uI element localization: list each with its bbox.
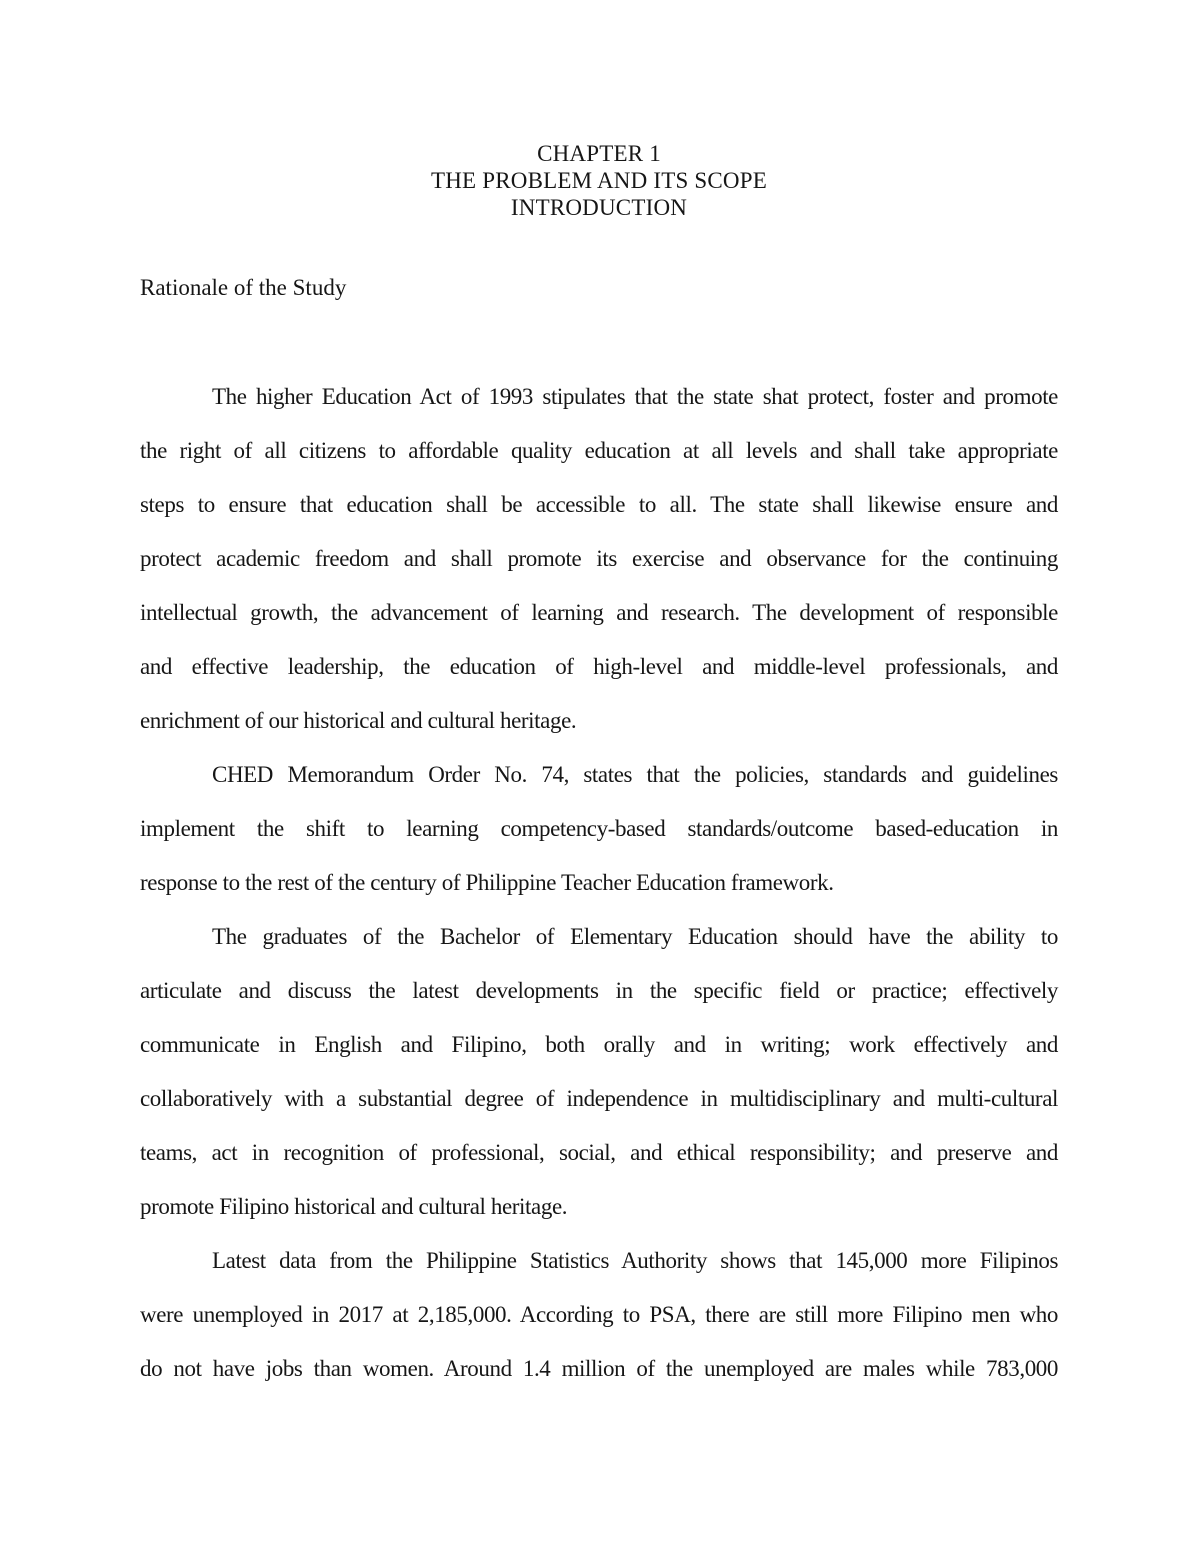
text-line: Latest data from the Philippine Statistics Authority shows that 145,000 more Filipinos (212, 1248, 1058, 1273)
text-line: were unemployed in 2017 at 2,185,000. According to PSA, there are still more Filipino men who (140, 1302, 1058, 1327)
text-line: The graduates of the Bachelor of Elementary Education should have the ability to (212, 924, 1058, 949)
text-line: promote Filipino historical and cultural heritage. (140, 1194, 568, 1219)
text-line: teams, act in recognition of professional, social, and ethical responsibility; and preserve and (140, 1140, 1058, 1165)
text-line: CHED Memorandum Order No. 74, states that the policies, standards and guidelines (212, 762, 1058, 787)
introduction-title-line: INTRODUCTION (510, 195, 688, 220)
paragraph (140, 370, 1058, 748)
text-line: the right of all citizens to affordable quality education at all levels and shall take appropriate (140, 438, 1058, 463)
text-line: The higher Education Act of 1993 stipulates that the state shat protect, foster and promote (212, 384, 1058, 409)
text-line: protect academic freedom and shall promote its exercise and observance for the continuing (140, 546, 1058, 571)
text-line: and effective leadership, the education of high-level and middle-level professionals, and (140, 654, 1058, 679)
text-line: communicate in English and Filipino, both orally and in writing; work effectively and (140, 1032, 1058, 1057)
text-line: collaboratively with a substantial degree of independence in multidisciplinary and multi-cultural (140, 1086, 1058, 1111)
content (140, 370, 1058, 1396)
chapter-title-line: CHAPTER 1 (537, 141, 661, 166)
text-line: steps to ensure that education shall be accessible to all. The state shall likewise ensure and (140, 492, 1058, 517)
paragraph (140, 910, 1058, 1234)
text-line: response to the rest of the century of Philippine Teacher Education framework. (140, 870, 834, 895)
text-line: articulate and discuss the latest developments in the specific field or practice; effectively (140, 978, 1058, 1003)
chapter-subtitle-line: THE PROBLEM AND ITS SCOPE (431, 168, 767, 193)
paragraph (140, 1234, 1058, 1396)
text-line: enrichment of our historical and cultural heritage. (140, 708, 577, 733)
text-line: implement the shift to learning competency-based standards/outcome based-education in (140, 816, 1058, 841)
paragraph (140, 748, 1058, 910)
text-line: intellectual growth, the advancement of learning and research. The development of responsible (140, 600, 1058, 625)
section-heading: Rationale of the Study (140, 275, 347, 300)
text-line: do not have jobs than women. Around 1.4 million of the unemployed are males while 783,000 (140, 1356, 1058, 1381)
chapter-title-block (140, 140, 1058, 221)
